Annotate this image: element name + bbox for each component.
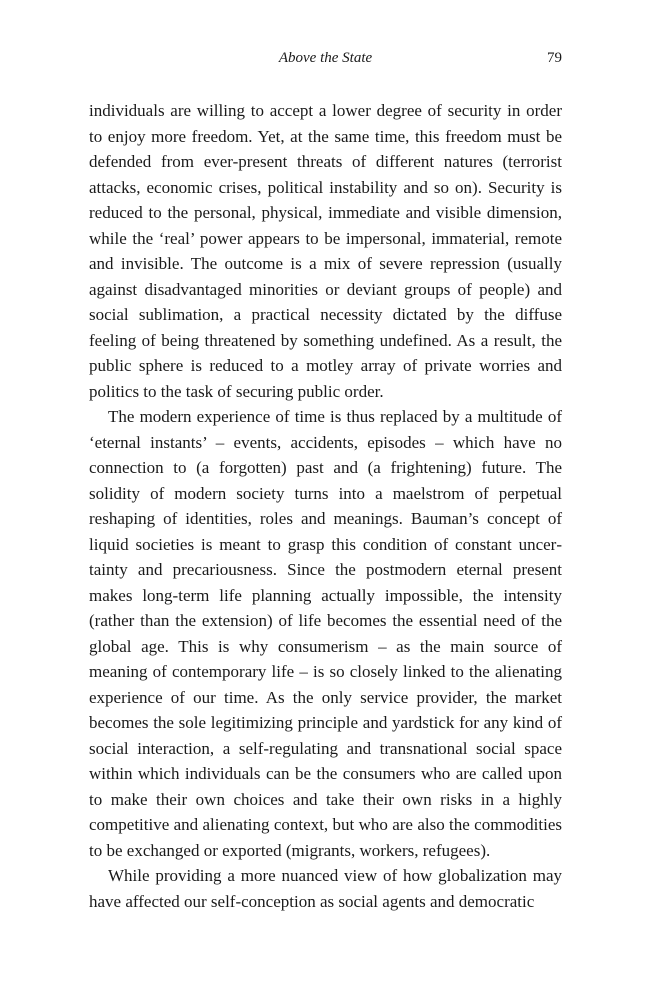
page-number: 79 — [547, 50, 562, 66]
paragraph-3: While providing a more nuanced view of how globalization may have affected our self-conception as social agents and democratic — [89, 866, 562, 911]
running-header — [89, 50, 562, 72]
paragraph-2: The modern experience of time is thus replaced by a multitude of ‘eternal instants’ – events, accidents, episodes – which have no connection to (a forgotten) past and (a frightening) future. The solidity of modern society turns into a maelstrom of perpetual reshaping of identities, roles and meanings. Bauman’s concept of liquid societies is meant to grasp this condition of constant uncertainty and precariousness. Since the postmodern eternal present makes long-term life planning actually impossible, the intensity (rather than the extension) of life becomes the essential need of the global age. This is why consumerism – as the main source of meaning of contemporary life – is so closely linked to the alienating experience of our time. As the only service provider, the market becomes the sole legitimizing principle and yardstick for any kind of social interaction, a self-regulating and transnational social space within which individuals can be the consumers who are called upon to make their own choices and take their own risks in a highly competitive and alienating context, but who are also the commodities to be exchanged or exported (migrants, workers, refugees). — [89, 407, 562, 860]
running-title: Above the State — [278, 50, 373, 66]
paragraph-1: individuals are willing to accept a lower degree of security in order to enjoy more freedom. Yet, at the same time, this freedom must be defended from ever-present threats of different natures (terrorist attacks, economic crises, political instability and so on). Security is reduced to the personal, physical, immediate and visible dimension, while the ‘real’ power appears to be impersonal, immaterial, remote and invisible. The outcome is a mix of severe repression (usually against disadvantaged minorities or deviant groups of people) and social sublimation, a practical necessity dictated by the diffuse feeling of being threatened by something undefined. As a result, the public sphere is reduced to a motley array of private worries and politics to the task of securing public order. — [89, 101, 562, 401]
body-text — [89, 98, 562, 914]
